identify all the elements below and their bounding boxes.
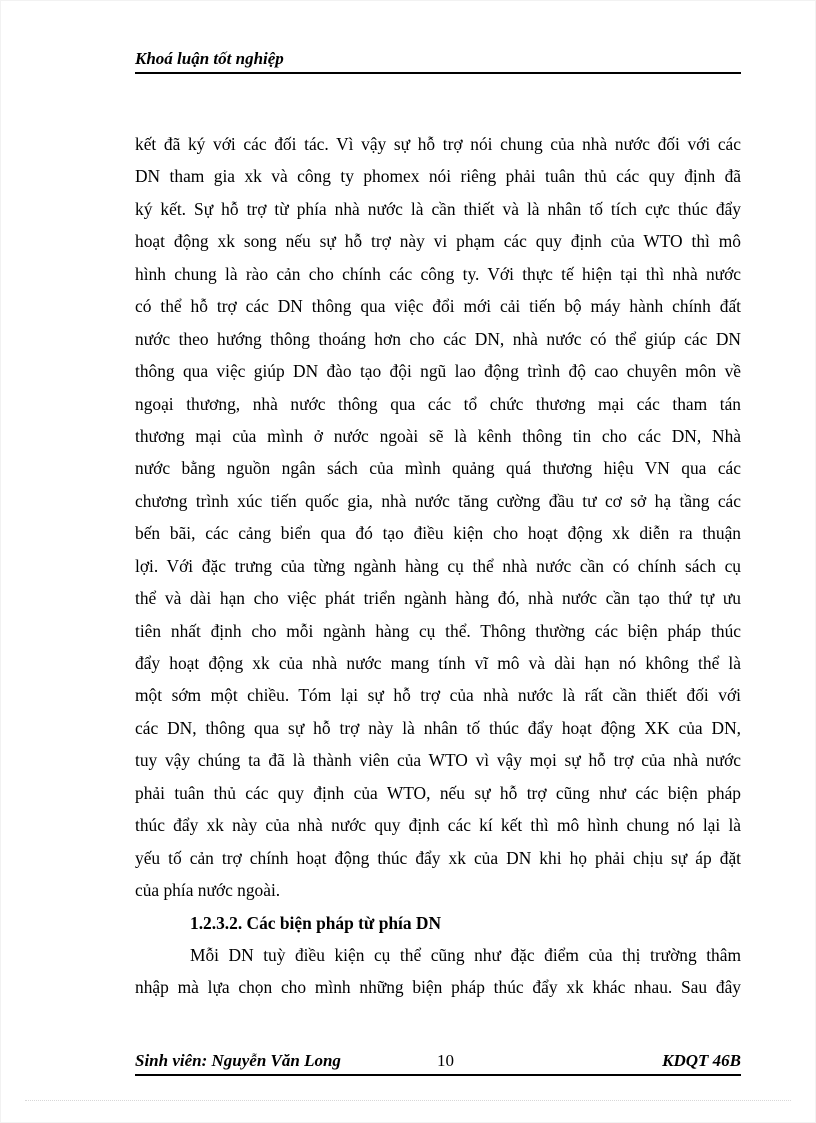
body-line: có thể hỗ trợ các DN thông qua việc đổi mới cải tiến bộ máy hành chính đất	[135, 296, 741, 317]
body-line: ngoại thương, nhà nước thông qua các tổ chức thương mại các tham tán	[135, 393, 741, 414]
body-line: nhập mà lựa chọn cho mình những biện pháp thúc đẩy xk khác nhau. Sau đây	[135, 977, 741, 998]
body-line: hình chung là rào cản cho chính các công ty. Với thực tế hiện tại thì nhà nước	[135, 263, 741, 284]
body-line: của phía nước ngoài.	[135, 880, 281, 901]
body-line: thông qua việc giúp DN đào tạo đội ngũ lao động trình độ cao chuyên môn về	[135, 361, 741, 382]
body-text	[135, 128, 741, 1004]
footer-class-code: KDQT 46B	[662, 1051, 741, 1070]
body-line: ký kết. Sự hỗ trợ từ phía nhà nước là cần thiết và là nhân tố tích cực thúc đẩy	[135, 198, 741, 219]
body-line: nước bằng nguồn ngân sách của mình quảng quá thương hiệu VN qua các	[135, 458, 741, 479]
footer-student-name: Sinh viên: Nguyễn Văn Long	[135, 1051, 341, 1070]
body-line: đẩy hoạt động xk của nhà nước mang tính vĩ mô và dài hạn nó không thể là	[135, 653, 741, 673]
body-line: thể và dài hạn cho việc phát triển ngành hàng đó, nhà nước cần tạo thứ tự ưu	[135, 588, 741, 609]
body-line: phải tuân thủ các quy định của WTO, nếu sự hỗ trợ cũng như các biện pháp	[135, 782, 741, 803]
page-footer	[135, 1050, 741, 1076]
body-line: DN tham gia xk và công ty phomex nói riêng phải tuân thủ các quy định đã	[135, 166, 741, 187]
section-heading: 1.2.3.2. Các biện pháp từ phía DN	[190, 912, 442, 933]
body-line: thúc đẩy xk này của nhà nước quy định các kí kết thì mô hình chung nó lại là	[135, 815, 741, 836]
body-line: kết đã ký với các đối tác. Vì vậy sự hỗ trợ nói chung của nhà nước đối với các	[135, 134, 741, 154]
body-line: nước theo hướng thông thoáng hơn cho các DN, nhà nước có thể giúp các DN	[135, 328, 741, 349]
body-line: hoạt động xk song nếu sự hỗ trợ này vi phạm các quy định của WTO thì mô	[135, 231, 741, 252]
page-number: 10	[437, 1051, 454, 1070]
header-title: Khoá luận tốt nghiệp	[135, 49, 284, 68]
page-header	[135, 48, 741, 74]
body-line: một sớm một chiều. Tóm lại sự hỗ trợ của nhà nước là rất cần thiết đối với	[135, 685, 741, 706]
body-line: bến bãi, các cảng biển qua đó tạo điều kiện cho hoạt động xk diễn ra thuận	[135, 523, 741, 544]
body-line: chương trình xúc tiến quốc gia, nhà nước tăng cường đầu tư cơ sở hạ tầng các	[135, 490, 741, 511]
body-line: tuy vậy chúng ta đã là thành viên của WTO vì vậy mọi sự hỗ trợ của nhà nước	[135, 750, 741, 771]
body-line: các DN, thông qua sự hỗ trợ này là nhân tố thúc đẩy hoạt động XK của DN,	[135, 717, 741, 738]
body-line: thương mại của mình ở nước ngoài sẽ là kênh thông tin cho các DN, Nhà	[135, 425, 741, 446]
body-line: lợi. Với đặc trưng của từng ngành hàng cụ thể nhà nước cần có chính sách cụ	[135, 555, 741, 576]
body-line: yếu tố cản trợ chính hoạt động thúc đẩy xk của DN khi họ phải chịu sự áp đặt	[135, 847, 741, 868]
body-line: Mỗi DN tuỳ điều kiện cụ thể cũng như đặc điểm của thị trường thâm	[190, 944, 741, 965]
page-bottom-divider	[25, 1100, 791, 1101]
body-line: tiên nhất định cho mỗi ngành hàng cụ thể. Thông thường các biện pháp thúc	[135, 620, 741, 641]
